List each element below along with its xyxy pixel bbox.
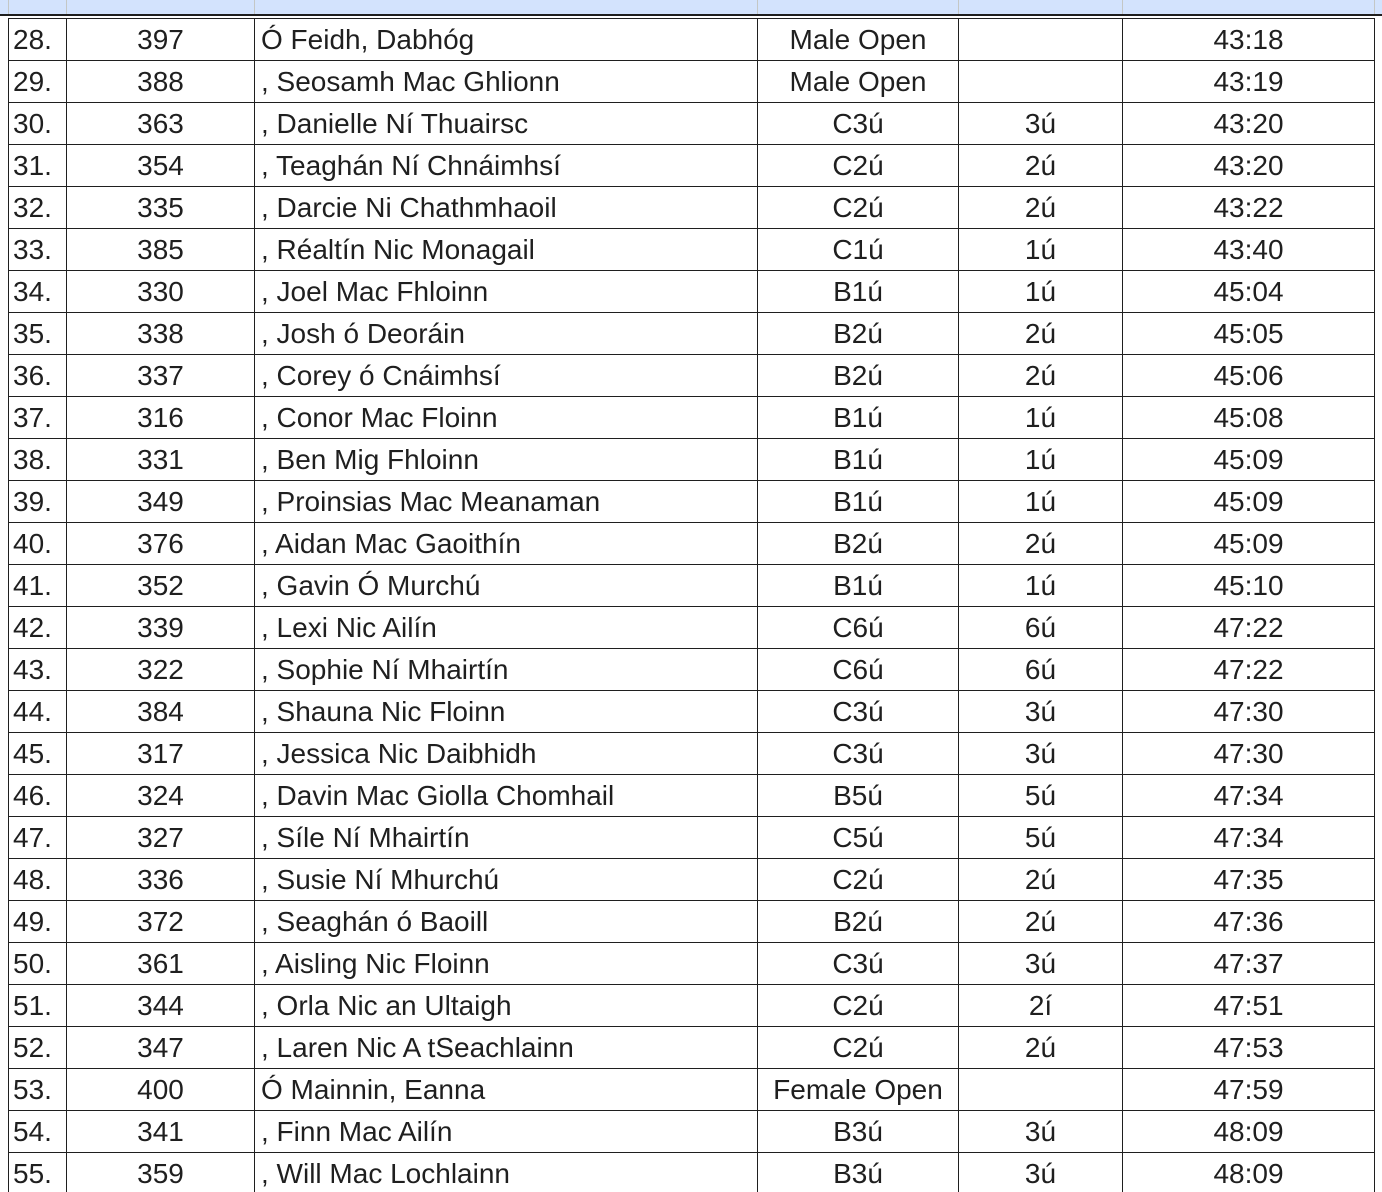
table-row bbox=[9, 691, 1375, 733]
finish-time-cell[interactable]: 47:51 bbox=[1123, 985, 1375, 1027]
category-cell[interactable]: C3ú bbox=[758, 733, 959, 775]
bib-number-cell[interactable]: 338 bbox=[67, 313, 255, 355]
category-cell[interactable]: C3ú bbox=[758, 103, 959, 145]
category-cell[interactable]: C5ú bbox=[758, 817, 959, 859]
finish-time-cell[interactable]: 45:09 bbox=[1123, 523, 1375, 565]
category-cell[interactable]: Male Open bbox=[758, 19, 959, 61]
runner-name-cell[interactable]: , Ben Mig Fhloinn bbox=[255, 439, 758, 481]
subgroup-cell[interactable]: 3ú bbox=[959, 1153, 1123, 1192]
finish-time-cell[interactable]: 43:20 bbox=[1123, 103, 1375, 145]
category-cell[interactable]: B1ú bbox=[758, 439, 959, 481]
finish-time-cell[interactable]: 43:20 bbox=[1123, 145, 1375, 187]
bib-number-cell[interactable]: 341 bbox=[67, 1111, 255, 1153]
bib-number-cell[interactable]: 359 bbox=[67, 1153, 255, 1192]
table-row bbox=[9, 649, 1375, 691]
finish-time-cell[interactable]: 47:36 bbox=[1123, 901, 1375, 943]
column-a-cell[interactable] bbox=[8, 0, 67, 14]
runner-name-cell[interactable]: Ó Mainnin, Eanna bbox=[255, 1069, 758, 1111]
position-cell[interactable]: 29. bbox=[9, 61, 67, 103]
bib-number-cell[interactable]: 337 bbox=[67, 355, 255, 397]
category-cell[interactable]: C2ú bbox=[758, 859, 959, 901]
table-row bbox=[9, 145, 1375, 187]
position-cell[interactable]: 46. bbox=[9, 775, 67, 817]
runner-name-cell[interactable]: , Darcie Ni Chathmhaoil bbox=[255, 187, 758, 229]
finish-time-cell[interactable]: 47:59 bbox=[1123, 1069, 1375, 1111]
bib-number-cell[interactable]: 335 bbox=[67, 187, 255, 229]
finish-time-cell[interactable]: 47:30 bbox=[1123, 733, 1375, 775]
category-cell[interactable]: C2ú bbox=[758, 145, 959, 187]
runner-name-cell[interactable]: , Joel Mac Fhloinn bbox=[255, 271, 758, 313]
finish-time-cell[interactable]: 45:06 bbox=[1123, 355, 1375, 397]
table-row bbox=[9, 565, 1375, 607]
subgroup-cell[interactable]: 2ú bbox=[959, 901, 1123, 943]
column-e-cell[interactable] bbox=[958, 0, 1123, 14]
table-row bbox=[9, 775, 1375, 817]
runner-name-cell[interactable]: , Finn Mac Ailín bbox=[255, 1111, 758, 1153]
position-cell[interactable]: 38. bbox=[9, 439, 67, 481]
category-cell[interactable]: B2ú bbox=[758, 901, 959, 943]
table-row bbox=[9, 1027, 1375, 1069]
category-cell[interactable]: C2ú bbox=[758, 1027, 959, 1069]
category-cell[interactable]: C6ú bbox=[758, 649, 959, 691]
table-row bbox=[9, 1153, 1375, 1192]
position-cell[interactable]: 31. bbox=[9, 145, 67, 187]
category-cell[interactable]: B3ú bbox=[758, 1153, 959, 1192]
bib-number-cell[interactable]: 372 bbox=[67, 901, 255, 943]
subgroup-cell[interactable]: 3ú bbox=[959, 733, 1123, 775]
category-cell[interactable]: C3ú bbox=[758, 943, 959, 985]
table-row bbox=[9, 271, 1375, 313]
position-cell[interactable]: 30. bbox=[9, 103, 67, 145]
position-cell[interactable]: 54. bbox=[9, 1111, 67, 1153]
table-row bbox=[9, 439, 1375, 481]
bib-number-cell[interactable]: 354 bbox=[67, 145, 255, 187]
table-row bbox=[9, 1069, 1375, 1111]
finish-time-cell[interactable]: 47:37 bbox=[1123, 943, 1375, 985]
subgroup-cell[interactable]: 3ú bbox=[959, 943, 1123, 985]
table-row bbox=[9, 397, 1375, 439]
category-cell[interactable]: Female Open bbox=[758, 1069, 959, 1111]
position-cell[interactable]: 50. bbox=[9, 943, 67, 985]
position-cell[interactable]: 33. bbox=[9, 229, 67, 271]
table-row bbox=[9, 1111, 1375, 1153]
category-cell[interactable]: C2ú bbox=[758, 985, 959, 1027]
subgroup-cell[interactable]: 5ú bbox=[959, 775, 1123, 817]
position-cell[interactable]: 32. bbox=[9, 187, 67, 229]
runner-name-cell[interactable]: , Aidan Mac Gaoithín bbox=[255, 523, 758, 565]
category-cell[interactable]: C3ú bbox=[758, 691, 959, 733]
finish-time-cell[interactable]: 45:04 bbox=[1123, 271, 1375, 313]
position-cell[interactable]: 36. bbox=[9, 355, 67, 397]
position-cell[interactable]: 28. bbox=[9, 19, 67, 61]
category-cell[interactable]: Male Open bbox=[758, 61, 959, 103]
subgroup-cell[interactable]: 1ú bbox=[959, 229, 1123, 271]
finish-time-cell[interactable]: 47:53 bbox=[1123, 1027, 1375, 1069]
subgroup-cell[interactable]: 1ú bbox=[959, 481, 1123, 523]
finish-time-cell[interactable]: 45:10 bbox=[1123, 565, 1375, 607]
bib-number-cell[interactable]: 317 bbox=[67, 733, 255, 775]
bib-number-cell[interactable]: 347 bbox=[67, 1027, 255, 1069]
bib-number-cell[interactable]: 388 bbox=[67, 61, 255, 103]
finish-time-cell[interactable]: 43:19 bbox=[1123, 61, 1375, 103]
table-row bbox=[9, 817, 1375, 859]
subgroup-cell[interactable]: 6ú bbox=[959, 607, 1123, 649]
bib-number-cell[interactable]: 331 bbox=[67, 439, 255, 481]
subgroup-cell[interactable]: 2ú bbox=[959, 523, 1123, 565]
position-cell[interactable]: 49. bbox=[9, 901, 67, 943]
category-cell[interactable]: C6ú bbox=[758, 607, 959, 649]
subgroup-cell[interactable]: 1ú bbox=[959, 565, 1123, 607]
bib-number-cell[interactable]: 400 bbox=[67, 1069, 255, 1111]
runner-name-cell[interactable]: , Susie Ní Mhurchú bbox=[255, 859, 758, 901]
table-row bbox=[9, 229, 1375, 271]
finish-time-cell[interactable]: 47:22 bbox=[1123, 607, 1375, 649]
bib-number-cell[interactable]: 330 bbox=[67, 271, 255, 313]
runner-name-cell[interactable]: , Orla Nic an Ultaigh bbox=[255, 985, 758, 1027]
selected-row-strip[interactable] bbox=[0, 0, 1382, 16]
runner-name-cell[interactable]: , Danielle Ní Thuairsc bbox=[255, 103, 758, 145]
table-row bbox=[9, 901, 1375, 943]
finish-time-cell[interactable]: 45:09 bbox=[1123, 439, 1375, 481]
table-row bbox=[9, 19, 1375, 61]
runner-name-cell[interactable]: , Sophie Ní Mhairtín bbox=[255, 649, 758, 691]
runner-name-cell[interactable]: , Réaltín Nic Monagail bbox=[255, 229, 758, 271]
subgroup-cell[interactable]: 2í bbox=[959, 985, 1123, 1027]
bib-number-cell[interactable]: 385 bbox=[67, 229, 255, 271]
bib-number-cell[interactable]: 384 bbox=[67, 691, 255, 733]
subgroup-cell[interactable]: 3ú bbox=[959, 103, 1123, 145]
position-cell[interactable]: 40. bbox=[9, 523, 67, 565]
runner-name-cell[interactable]: , Lexi Nic Ailín bbox=[255, 607, 758, 649]
table-row bbox=[9, 607, 1375, 649]
position-cell[interactable]: 47. bbox=[9, 817, 67, 859]
bib-number-cell[interactable]: 397 bbox=[67, 19, 255, 61]
finish-time-cell[interactable]: 47:30 bbox=[1123, 691, 1375, 733]
finish-time-cell[interactable]: 47:34 bbox=[1123, 775, 1375, 817]
row-gutter bbox=[0, 16, 8, 1192]
finish-time-cell[interactable]: 45:08 bbox=[1123, 397, 1375, 439]
position-cell[interactable]: 53. bbox=[9, 1069, 67, 1111]
runner-name-cell[interactable]: , Teaghán Ní Chnáimhsí bbox=[255, 145, 758, 187]
position-cell[interactable]: 43. bbox=[9, 649, 67, 691]
bib-number-cell[interactable]: 327 bbox=[67, 817, 255, 859]
category-cell[interactable]: B1ú bbox=[758, 397, 959, 439]
position-cell[interactable]: 51. bbox=[9, 985, 67, 1027]
runner-name-cell[interactable]: , Aisling Nic Floinn bbox=[255, 943, 758, 985]
category-cell[interactable]: B2ú bbox=[758, 523, 959, 565]
table-row bbox=[9, 523, 1375, 565]
subgroup-cell[interactable] bbox=[959, 1069, 1123, 1111]
subgroup-cell[interactable]: 3ú bbox=[959, 1111, 1123, 1153]
finish-time-cell[interactable]: 47:35 bbox=[1123, 859, 1375, 901]
table-row bbox=[9, 61, 1375, 103]
position-cell[interactable]: 39. bbox=[9, 481, 67, 523]
subgroup-cell[interactable]: 6ú bbox=[959, 649, 1123, 691]
results-table bbox=[8, 18, 1375, 1192]
subgroup-cell[interactable]: 1ú bbox=[959, 439, 1123, 481]
finish-time-cell[interactable]: 47:34 bbox=[1123, 817, 1375, 859]
bib-number-cell[interactable]: 361 bbox=[67, 943, 255, 985]
runner-name-cell[interactable]: , Gavin Ó Murchú bbox=[255, 565, 758, 607]
runner-name-cell[interactable]: , Josh ó Deoráin bbox=[255, 313, 758, 355]
position-cell[interactable]: 44. bbox=[9, 691, 67, 733]
subgroup-cell[interactable]: 2ú bbox=[959, 1027, 1123, 1069]
runner-name-cell[interactable]: , Shauna Nic Floinn bbox=[255, 691, 758, 733]
bib-number-cell[interactable]: 322 bbox=[67, 649, 255, 691]
bib-number-cell[interactable]: 376 bbox=[67, 523, 255, 565]
table-row bbox=[9, 985, 1375, 1027]
position-cell[interactable]: 35. bbox=[9, 313, 67, 355]
table-row bbox=[9, 103, 1375, 145]
runner-name-cell[interactable]: , Síle Ní Mhairtín bbox=[255, 817, 758, 859]
category-cell[interactable]: B2ú bbox=[758, 355, 959, 397]
category-cell[interactable]: B1ú bbox=[758, 481, 959, 523]
finish-time-cell[interactable]: 45:09 bbox=[1123, 481, 1375, 523]
runner-name-cell[interactable]: , Seaghán ó Baoill bbox=[255, 901, 758, 943]
column-f-cell[interactable] bbox=[1122, 0, 1375, 14]
finish-time-cell[interactable]: 43:18 bbox=[1123, 19, 1375, 61]
runner-name-cell[interactable]: , Conor Mac Floinn bbox=[255, 397, 758, 439]
table-row bbox=[9, 859, 1375, 901]
finish-time-cell[interactable]: 45:05 bbox=[1123, 313, 1375, 355]
runner-name-cell[interactable]: , Jessica Nic Daibhidh bbox=[255, 733, 758, 775]
subgroup-cell[interactable]: 2ú bbox=[959, 187, 1123, 229]
subgroup-cell[interactable]: 2ú bbox=[959, 355, 1123, 397]
column-d-cell[interactable] bbox=[757, 0, 959, 14]
bib-number-cell[interactable]: 349 bbox=[67, 481, 255, 523]
subgroup-cell[interactable]: 2ú bbox=[959, 313, 1123, 355]
table-row bbox=[9, 355, 1375, 397]
runner-name-cell[interactable]: Ó Feidh, Dabhóg bbox=[255, 19, 758, 61]
runner-name-cell[interactable]: , Seosamh Mac Ghlionn bbox=[255, 61, 758, 103]
subgroup-cell[interactable] bbox=[959, 19, 1123, 61]
table-row bbox=[9, 187, 1375, 229]
category-cell[interactable]: B3ú bbox=[758, 1111, 959, 1153]
finish-time-cell[interactable]: 47:22 bbox=[1123, 649, 1375, 691]
runner-name-cell[interactable]: , Proinsias Mac Meanaman bbox=[255, 481, 758, 523]
bib-number-cell[interactable]: 363 bbox=[67, 103, 255, 145]
bib-number-cell[interactable]: 324 bbox=[67, 775, 255, 817]
category-cell[interactable]: C1ú bbox=[758, 229, 959, 271]
subgroup-cell[interactable] bbox=[959, 61, 1123, 103]
subgroup-cell[interactable]: 1ú bbox=[959, 397, 1123, 439]
bib-number-cell[interactable]: 336 bbox=[67, 859, 255, 901]
column-b-cell[interactable] bbox=[66, 0, 255, 14]
category-cell[interactable]: B5ú bbox=[758, 775, 959, 817]
table-row bbox=[9, 733, 1375, 775]
position-cell[interactable]: 52. bbox=[9, 1027, 67, 1069]
category-cell[interactable]: B2ú bbox=[758, 313, 959, 355]
position-cell[interactable]: 34. bbox=[9, 271, 67, 313]
bib-number-cell[interactable]: 344 bbox=[67, 985, 255, 1027]
bib-number-cell[interactable]: 316 bbox=[67, 397, 255, 439]
category-cell[interactable]: C2ú bbox=[758, 187, 959, 229]
bib-number-cell[interactable]: 339 bbox=[67, 607, 255, 649]
bib-number-cell[interactable]: 352 bbox=[67, 565, 255, 607]
finish-time-cell[interactable]: 43:22 bbox=[1123, 187, 1375, 229]
category-cell[interactable]: B1ú bbox=[758, 565, 959, 607]
table-row bbox=[9, 943, 1375, 985]
position-cell[interactable]: 48. bbox=[9, 859, 67, 901]
subgroup-cell[interactable]: 5ú bbox=[959, 817, 1123, 859]
position-cell[interactable]: 55. bbox=[9, 1153, 67, 1192]
runner-name-cell[interactable]: , Corey ó Cnáimhsí bbox=[255, 355, 758, 397]
category-cell[interactable]: B1ú bbox=[758, 271, 959, 313]
table-row bbox=[9, 481, 1375, 523]
position-cell[interactable]: 41. bbox=[9, 565, 67, 607]
subgroup-cell[interactable]: 2ú bbox=[959, 859, 1123, 901]
table-row bbox=[9, 313, 1375, 355]
column-c-cell[interactable] bbox=[254, 0, 758, 14]
finish-time-cell[interactable]: 43:40 bbox=[1123, 229, 1375, 271]
position-cell[interactable]: 42. bbox=[9, 607, 67, 649]
subgroup-cell[interactable]: 3ú bbox=[959, 691, 1123, 733]
runner-name-cell[interactable]: , Will Mac Lochlainn bbox=[255, 1153, 758, 1192]
subgroup-cell[interactable]: 2ú bbox=[959, 145, 1123, 187]
position-cell[interactable]: 37. bbox=[9, 397, 67, 439]
finish-time-cell[interactable]: 48:09 bbox=[1123, 1111, 1375, 1153]
runner-name-cell[interactable]: , Davin Mac Giolla Chomhail bbox=[255, 775, 758, 817]
finish-time-cell[interactable]: 48:09 bbox=[1123, 1153, 1375, 1192]
runner-name-cell[interactable]: , Laren Nic A tSeachlainn bbox=[255, 1027, 758, 1069]
subgroup-cell[interactable]: 1ú bbox=[959, 271, 1123, 313]
position-cell[interactable]: 45. bbox=[9, 733, 67, 775]
